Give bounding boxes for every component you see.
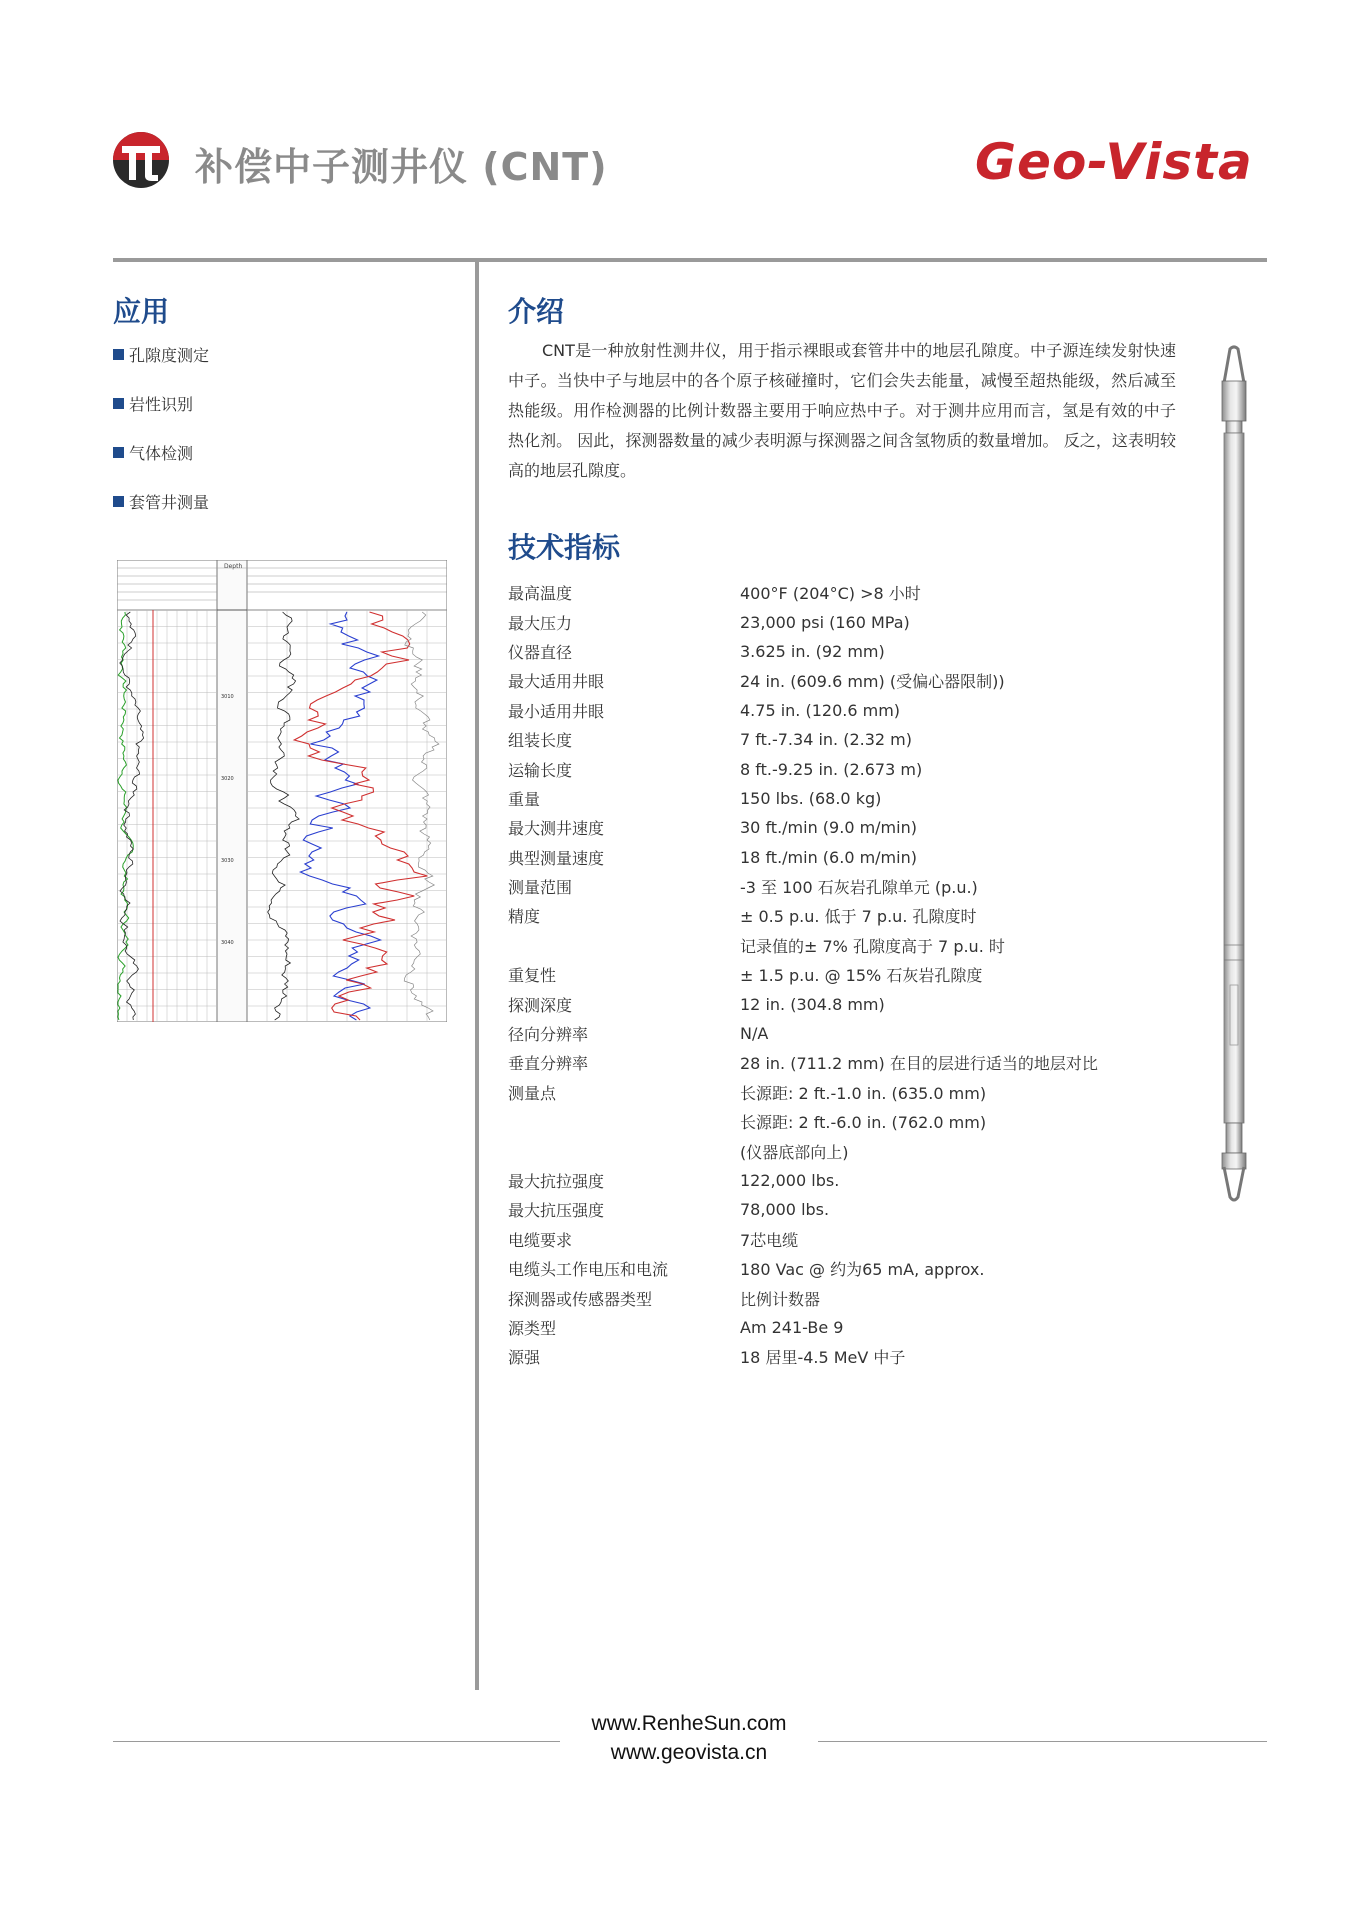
spec-row: [508, 1078, 1108, 1107]
spec-value: 12 in. (304.8 mm): [740, 994, 885, 1014]
spec-value: 8 ft.-9.25 in. (2.673 m): [740, 759, 923, 779]
spec-row: [508, 1136, 1108, 1165]
spec-row: [508, 843, 1108, 872]
footer-url-geovista[interactable]: www.geovista.cn: [610, 1741, 768, 1764]
spec-value: 400°F (204°C) >8 小时: [740, 584, 921, 604]
bullet-square-icon: [113, 349, 124, 360]
spec-label: 最大压力: [508, 613, 573, 633]
footer-url-renhesun[interactable]: www.RenheSun.com: [591, 1712, 787, 1735]
spec-value: 78,000 lbs.: [740, 1200, 830, 1220]
spec-value: ± 0.5 p.u. 低于 7 p.u. 孔隙度时: [740, 907, 977, 927]
log-depth-label: 3020: [221, 776, 234, 782]
spec-value: 比例计数器: [740, 1289, 821, 1309]
spec-value: 24 in. (609.6 mm) (受偏心器限制)): [740, 672, 1005, 692]
company-logo: [112, 131, 170, 189]
spec-label: 测量范围: [508, 878, 573, 898]
spec-value: 150 lbs. (68.0 kg): [740, 788, 882, 808]
spec-label: 运输长度: [508, 760, 573, 780]
spec-row: [508, 754, 1108, 783]
spec-row: [508, 872, 1108, 901]
bullet-square-icon: [113, 398, 124, 409]
spec-row: [508, 784, 1108, 813]
application-item: [113, 441, 193, 464]
spec-value: 30 ft./min (9.0 m/min): [740, 818, 917, 838]
spec-row: [508, 1107, 1108, 1136]
spec-row: [508, 931, 1108, 960]
bullet-square-icon: [113, 447, 124, 458]
spec-value: 18 居里-4.5 MeV 中子: [740, 1348, 906, 1368]
spec-value: (仪器底部向上): [740, 1142, 849, 1162]
spec-value: 122,000 lbs.: [740, 1171, 840, 1190]
log-depth-label: 3030: [221, 858, 234, 864]
application-item: [113, 490, 209, 513]
spec-label: 测量点: [508, 1083, 557, 1103]
spec-value: 23,000 psi (160 MPa): [740, 612, 910, 632]
spec-label: 最高温度: [508, 584, 573, 604]
spec-row: [508, 1254, 1108, 1283]
bullet-square-icon: [113, 496, 124, 507]
spec-value: 7芯电缆: [740, 1230, 799, 1250]
spec-row: [508, 607, 1108, 636]
application-item-label: 孔隙度测定: [129, 346, 210, 365]
header-divider: [113, 258, 1267, 262]
spec-value: 3.625 in. (92 mm): [740, 641, 885, 661]
applications-heading: 应用: [113, 295, 170, 328]
spec-row: [508, 1283, 1108, 1312]
log-depth-label: 3010: [221, 694, 234, 700]
intro-heading: 介绍: [508, 295, 565, 328]
spec-value: 28 in. (711.2 mm) 在目的层进行适当的地层对比: [740, 1054, 1098, 1074]
log-depth-header: Depth: [224, 563, 243, 570]
spec-value: 长源距: 2 ft.-1.0 in. (635.0 mm): [740, 1083, 987, 1103]
spec-row: [508, 1342, 1108, 1371]
spec-value: -3 至 100 石灰岩孔隙单元 (p.u.): [740, 878, 978, 898]
spec-label: 仪器直径: [508, 642, 573, 662]
application-item: [113, 343, 209, 366]
spec-value: Am 241-Be 9: [740, 1317, 844, 1337]
document-title: 补偿中子测井仪 (CNT): [195, 145, 608, 189]
spec-row: [508, 1313, 1108, 1342]
cnt-tool-image: [1210, 345, 1258, 1205]
spec-label: 探测器或传感器类型: [508, 1289, 653, 1309]
spec-label: 组装长度: [508, 731, 573, 751]
spec-label: 最大抗压强度: [508, 1201, 605, 1221]
footer-rule-right: [818, 1741, 1267, 1742]
spec-value: 长源距: 2 ft.-6.0 in. (762.0 mm): [740, 1113, 987, 1133]
spec-label: 源强: [508, 1348, 541, 1368]
well-log-image: [117, 560, 447, 1022]
intro-paragraph: CNT是一种放射性测井仪，用于指示裸眼或套管井中的地层孔隙度。中子源连续发射快速中子。当快中子与地层中的各个原子核碰撞时，它们会失去能量，减慢至超热能级，然后减至热能级。用作检测器的比例计数器主要用于响应热中子。对于测井应用而言，氢是有效的中子热化剂。 因此，探测器数量的减少表明源与探测器之间含氢物质的数量增加。 反之，这表明较高的地层孔隙度。: [508, 341, 1176, 480]
spec-value: 记录值的± 7% 孔隙度高于 7 p.u. 时: [740, 936, 1005, 956]
spec-label: 最大抗拉强度: [508, 1172, 605, 1191]
spec-row: [508, 725, 1108, 754]
specs-heading: 技术指标: [508, 531, 621, 564]
spec-label: 重量: [508, 789, 541, 809]
spec-row: [508, 989, 1108, 1018]
spec-row: [508, 960, 1108, 989]
application-item: [113, 392, 193, 415]
column-divider: [475, 260, 479, 1690]
application-item-label: 岩性识别: [129, 395, 194, 414]
application-item-label: 气体检测: [129, 444, 194, 463]
spec-label: 电缆要求: [508, 1230, 573, 1250]
spec-row: [508, 578, 1108, 607]
spec-row: [508, 901, 1108, 930]
spec-label: 精度: [508, 907, 541, 927]
spec-label: 源类型: [508, 1318, 557, 1338]
spec-label: 最小适用井眼: [508, 701, 605, 721]
spec-label: 径向分辨率: [508, 1025, 589, 1045]
spec-value: 180 Vac @ 约为65 mA, approx.: [740, 1260, 985, 1280]
log-depth-label: 3040: [221, 940, 234, 946]
spec-label: 电缆头工作电压和电流: [508, 1260, 669, 1280]
spec-row: [508, 696, 1108, 725]
footer-rule-left: [113, 1741, 560, 1742]
spec-row: [508, 1195, 1108, 1224]
spec-row: [508, 637, 1108, 666]
application-item-label: 套管井测量: [129, 493, 210, 512]
spec-value: N/A: [740, 1024, 769, 1044]
spec-value: 7 ft.-7.34 in. (2.32 m): [740, 730, 912, 750]
specs-table: [508, 578, 1108, 1372]
spec-row: [508, 1166, 1108, 1195]
spec-label: 重复性: [508, 966, 557, 986]
spec-label: 最大适用井眼: [508, 672, 605, 692]
spec-row: [508, 813, 1108, 842]
spec-row: [508, 666, 1108, 695]
spec-row: [508, 1019, 1108, 1048]
spec-row: [508, 1225, 1108, 1254]
spec-label: 垂直分辨率: [508, 1054, 589, 1074]
spec-value: 18 ft./min (6.0 m/min): [740, 847, 917, 867]
spec-label: 典型测量速度: [508, 848, 605, 868]
spec-value: 4.75 in. (120.6 mm): [740, 700, 901, 720]
spec-label: 最大测井速度: [508, 819, 605, 839]
brand-logo-text: Geo-Vista: [975, 133, 1253, 191]
spec-label: 探测深度: [508, 995, 573, 1015]
spec-row: [508, 1048, 1108, 1077]
spec-value: ± 1.5 p.u. @ 15% 石灰岩孔隙度: [740, 966, 983, 986]
